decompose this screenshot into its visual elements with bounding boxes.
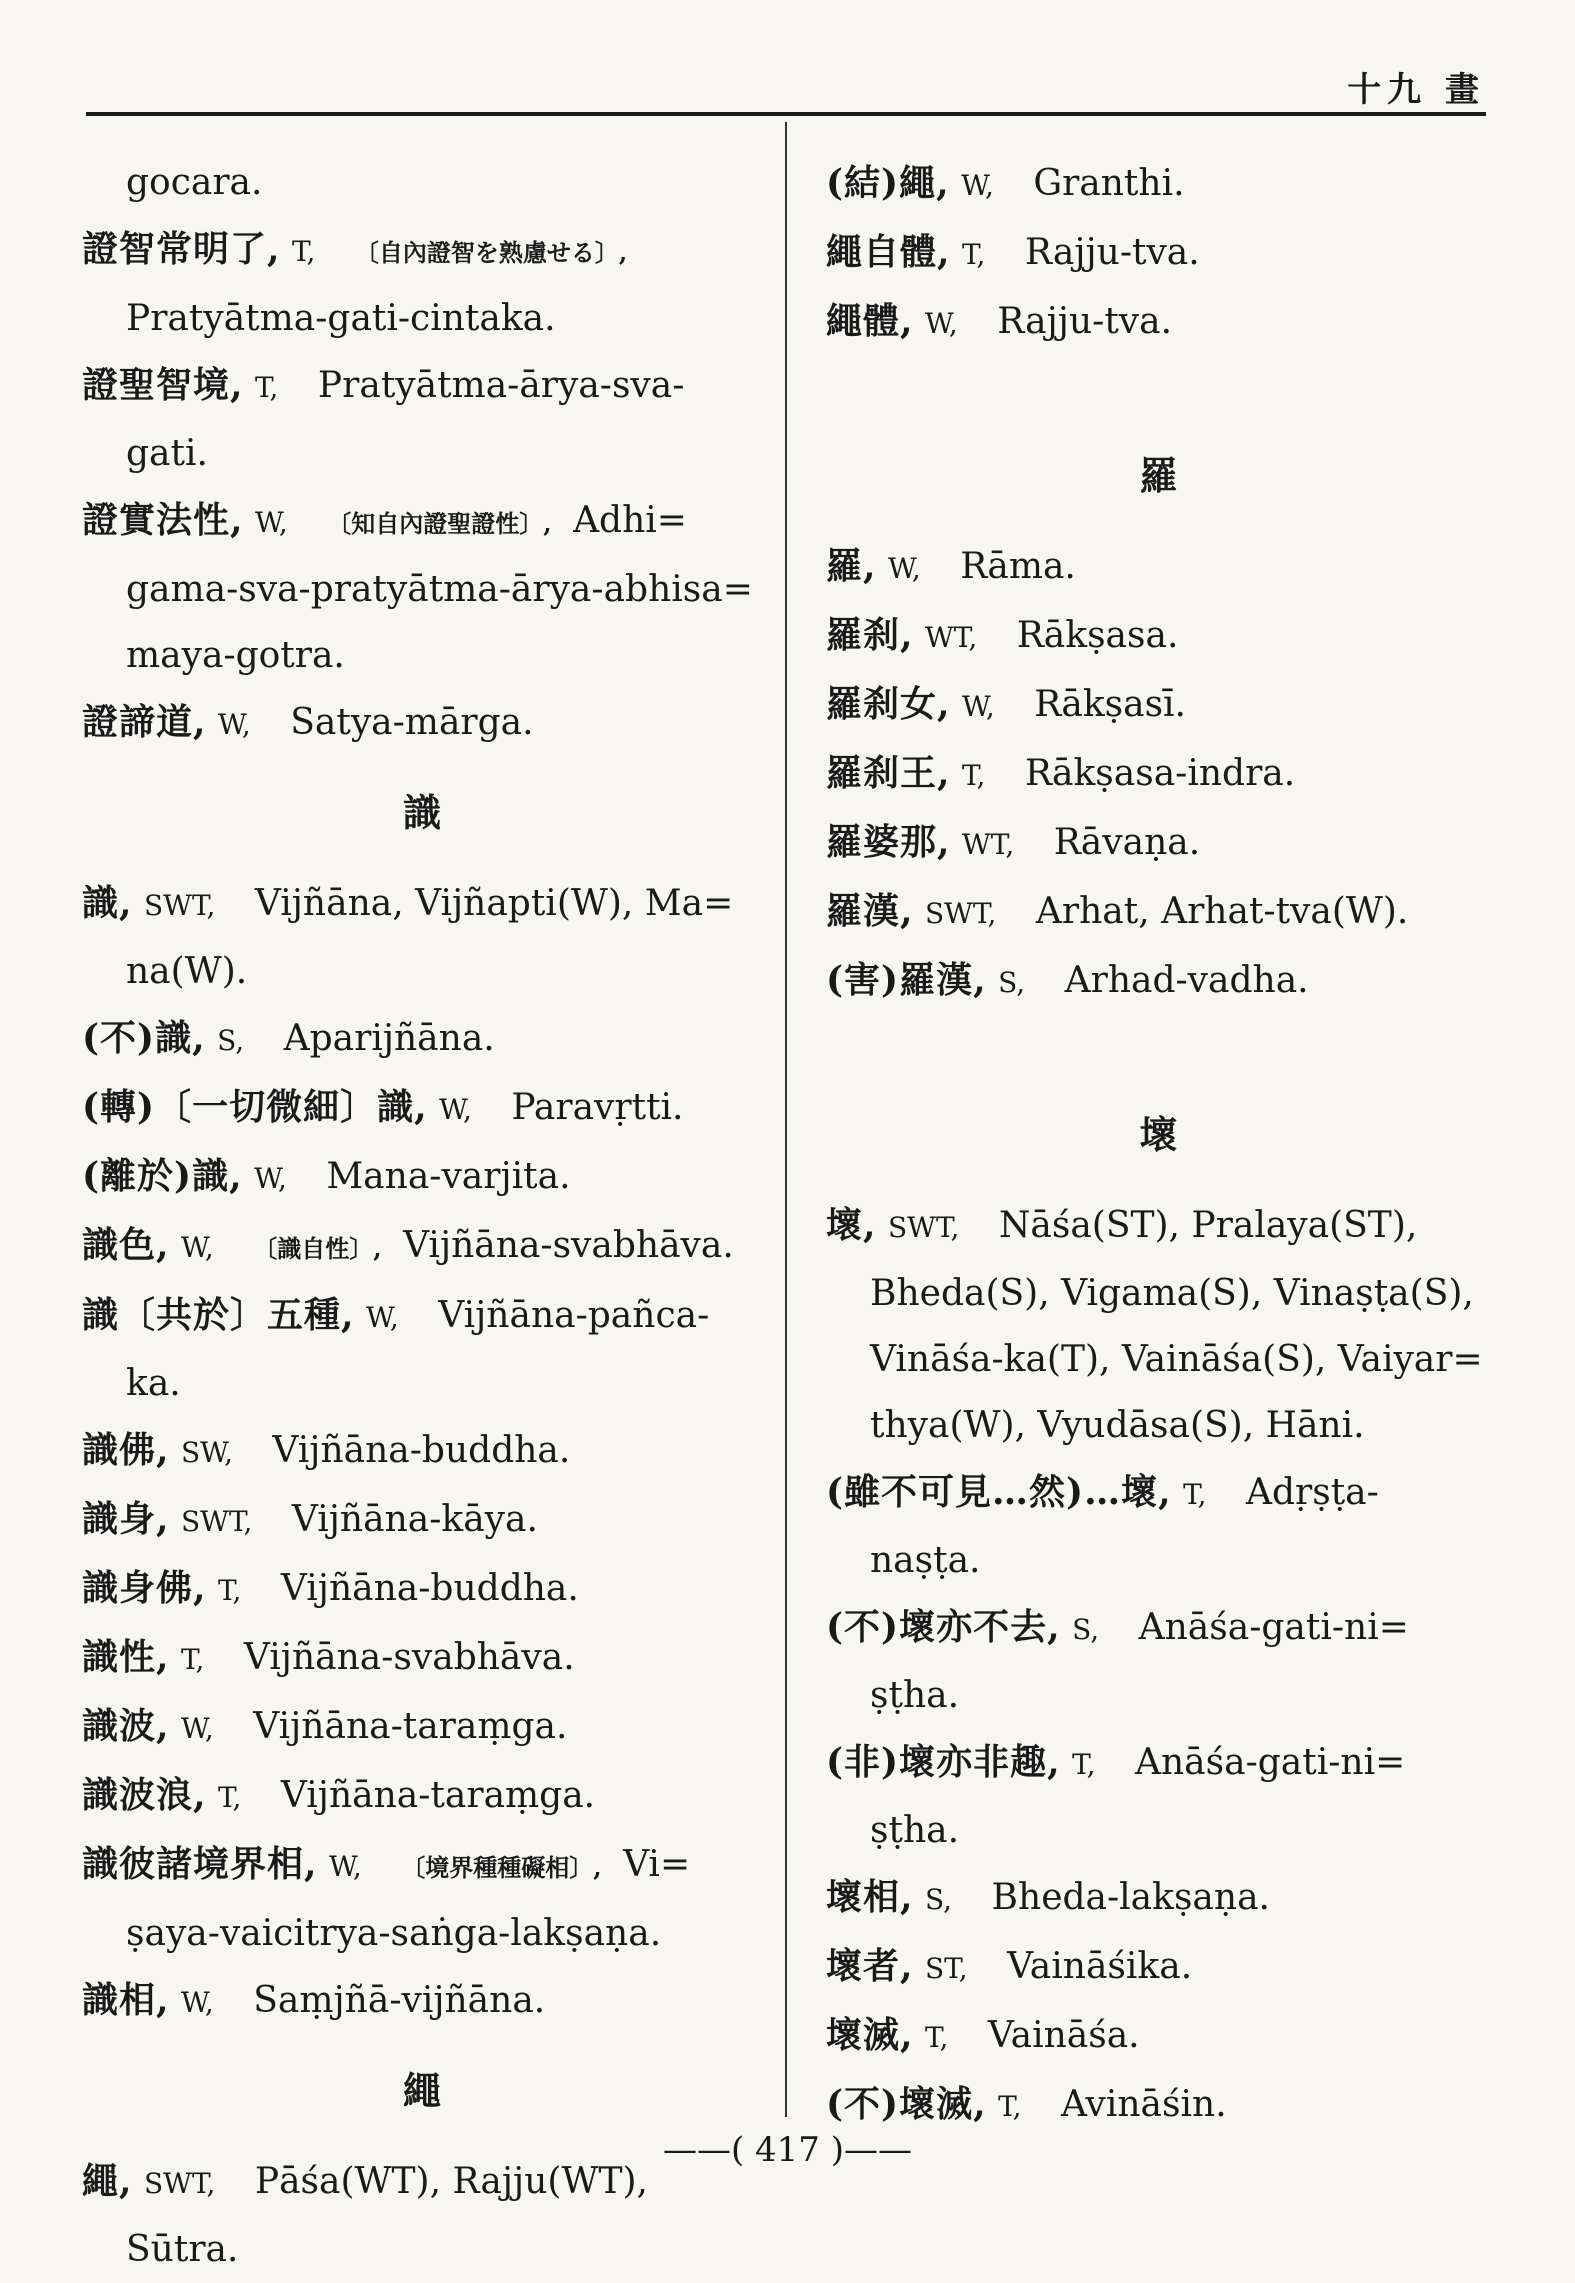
dictionary-entry (82, 1282, 762, 1351)
entry-source: W, (218, 708, 251, 741)
dictionary-entry (826, 671, 1491, 740)
entry-headword: 壞相, (826, 1876, 914, 1918)
entry-headword: 羅刹女, (826, 683, 951, 725)
entry-continuation: ka. (126, 1363, 181, 1404)
entry-headword: (雖不可見…然)…壞, (826, 1471, 1172, 1513)
entry-source: W, (181, 1986, 214, 2019)
entry-continuation: Pratyātma-gati-cintaka. (126, 298, 556, 339)
entry-source: T, (181, 1643, 205, 1676)
entry-headword: 繩, (82, 2160, 133, 2202)
dictionary-entry (82, 1417, 762, 1486)
entry-continuation: ṣṭha. (870, 1675, 960, 1716)
entry-continuation: Vināśa-ka(T), Vaināśa(S), Vaiyar= (870, 1339, 1483, 1380)
entry-source: SWT, (144, 889, 216, 922)
entry-source: T, (255, 371, 279, 404)
entry-note: 〔自內證智を熟慮せる〕, (354, 238, 628, 267)
entry-source: T, (962, 759, 986, 792)
entry-sanskrit: Vijñāna-svabhāva. (243, 1637, 575, 1678)
entry-headword: 證智常明了, (82, 228, 281, 270)
dictionary-entry (82, 1967, 762, 2036)
running-head: 十九 畫 (1347, 70, 1485, 110)
entry-source: WT, (925, 621, 978, 654)
dictionary-entry (826, 1459, 1491, 1528)
entry-headword: 壞者, (826, 1945, 914, 1987)
entry-sanskrit: Vijñāna-svabhāva. (403, 1225, 734, 1266)
entry-note: 〔境界種種礙相〕, (401, 1853, 602, 1882)
entry-sanskrit: Adhi= (573, 500, 687, 541)
entry-headword: 識身佛, (82, 1567, 207, 1609)
entry-headword: 識性, (82, 1636, 170, 1678)
entry-sanskrit: Aparijñāna. (283, 1018, 495, 1059)
dictionary-entry (82, 1074, 762, 1143)
entry-source: SWT, (888, 1211, 960, 1244)
entry-sanskrit: Rajju-tva. (1024, 232, 1200, 273)
entry-headword: (結)繩, (826, 162, 950, 204)
dictionary-entry (82, 1486, 762, 1555)
entry-headword: (離於)識, (82, 1155, 243, 1197)
entry-sanskrit: Vijñāna, Vijñapti(W), Ma= (254, 883, 734, 924)
entry-continuation: na(W). (126, 951, 248, 992)
section-heading: 羅 (1139, 453, 1178, 498)
entry-sanskrit: Rākṣasa. (1016, 615, 1179, 656)
entry-source: T, (218, 1781, 242, 1814)
entry-source: W, (366, 1301, 399, 1334)
dictionary-entry (826, 1933, 1491, 2002)
entry-sanskrit: Vaināśa. (987, 2015, 1140, 2056)
entry-source: WT, (962, 828, 1015, 861)
entry-headword: 羅漢, (826, 890, 914, 932)
dictionary-entry (826, 150, 1491, 219)
dictionary-entry (82, 1762, 762, 1831)
entry-source: S, (925, 1883, 953, 1916)
dictionary-entry (82, 689, 762, 758)
entry-continuation: gama-sva-pratyātma-ārya-abhisa= (126, 569, 753, 610)
dictionary-entry (826, 219, 1491, 288)
entry-sanskrit: Rāvaṇa. (1053, 822, 1201, 863)
entry-source: SWT, (144, 2167, 216, 2200)
entry-source: S, (1072, 1613, 1100, 1646)
entry-headword: 繩體, (826, 300, 914, 342)
entry-headword: 識彼諸境界相, (82, 1843, 318, 1885)
entry-sanskrit: Granthi. (1033, 163, 1185, 204)
entry-note: 〔識自性〕, (253, 1234, 382, 1263)
right-column (826, 150, 1491, 2140)
entry-sanskrit: Pāśa(WT), Rajju(WT), Sūtra. (126, 2161, 648, 2270)
dictionary-entry (826, 1192, 1491, 1261)
entry-continuation: gocara. (126, 162, 263, 203)
dictionary-entry (826, 602, 1491, 671)
dictionary-entry (826, 947, 1491, 1016)
entry-source: ST, (925, 1952, 968, 1985)
entry-sanskrit: Vijñāna-taraṃga. (253, 1706, 568, 1747)
column-divider (785, 122, 787, 2117)
entry-source: S, (217, 1024, 245, 1057)
entry-continuation: gati. (126, 433, 208, 474)
entry-source: T, (292, 235, 316, 268)
dictionary-entry (826, 1864, 1491, 1933)
entry-sanskrit: Rākṣasī. (1034, 684, 1187, 725)
entry-sanskrit: Paravṛtti. (511, 1087, 684, 1128)
entry-sanskrit: Anāśa-gati-ni= (1134, 1742, 1406, 1783)
entry-sanskrit: Rākṣasa-indra. (1024, 753, 1296, 794)
entry-source: W, (925, 307, 958, 340)
entry-sanskrit: Rajju-tva. (997, 301, 1173, 342)
entry-sanskrit: Vijñāna-kāya. (291, 1499, 538, 1540)
entry-sanskrit: Anāśa-gati-ni= (1138, 1607, 1409, 1648)
entry-sanskrit: Vi= (623, 1844, 691, 1885)
entry-sanskrit: Saṃjñā-vijñāna. (253, 1980, 546, 2021)
entry-headword: 羅, (826, 545, 877, 587)
entry-continuation: thya(W), Vyudāsa(S), Hāni. (870, 1405, 1365, 1446)
entry-source: W, (439, 1093, 472, 1126)
entry-headword: (不)壞滅, (826, 2083, 987, 2125)
entry-headword: 證諦道, (82, 701, 207, 743)
section-heading: 壞 (1139, 1112, 1178, 1157)
entry-source: T, (1183, 1478, 1207, 1511)
entry-sanskrit: Arhat, Arhat-tva(W). (1035, 891, 1409, 932)
entry-sanskrit: Vaināśika. (1007, 1946, 1193, 1987)
dictionary-entry (826, 288, 1491, 357)
entry-headword: 識相, (82, 1979, 170, 2021)
entry-sanskrit: Nāśa(ST), Pralaya(ST), (998, 1205, 1418, 1246)
section-gap (826, 357, 1491, 421)
entry-source: T, (998, 2090, 1022, 2123)
dictionary-entry (82, 216, 762, 286)
dictionary-entry (82, 1831, 762, 1901)
entry-source: W, (181, 1712, 214, 1745)
entry-source: SWT, (181, 1505, 253, 1538)
entry-source: SW, (181, 1436, 233, 1469)
section-heading: 繩 (402, 2068, 441, 2113)
dictionary-entry (82, 1693, 762, 1762)
dictionary-entry (826, 740, 1491, 809)
entry-sanskrit: Avināśin. (1060, 2084, 1227, 2125)
entry-headword: 識色, (82, 1224, 170, 1266)
dictionary-entry (82, 487, 762, 557)
dictionary-entry (826, 533, 1491, 602)
dictionary-entry (826, 878, 1491, 947)
entry-headword: 壞, (826, 1204, 877, 1246)
entry-sanskrit: Arhad-vadha. (1064, 960, 1309, 1001)
entry-headword: 羅刹王, (826, 752, 951, 794)
dictionary-entry (826, 2002, 1491, 2071)
dictionary-entry (82, 1624, 762, 1693)
entry-headword: 證聖智境, (82, 364, 244, 406)
entry-headword: 證實法性, (82, 499, 244, 541)
dictionary-entry (82, 1143, 762, 1212)
entry-continuation: ṣaya-vaicitrya-saṅga-lakṣaṇa. (126, 1913, 662, 1954)
page-number: ——( 417 )—— (662, 2130, 913, 2170)
entry-continuation: ṣṭha. (870, 1810, 960, 1851)
dictionary-entry (82, 352, 762, 421)
entry-headword: (不)識, (82, 1017, 206, 1059)
entry-source: W, (888, 552, 921, 585)
entry-sanskrit: Vijñāna-buddha. (272, 1430, 571, 1471)
entry-headword: 識〔共於〕五種, (82, 1294, 355, 1336)
dictionary-entry (82, 1555, 762, 1624)
entry-sanskrit: Satya-mārga. (290, 702, 534, 743)
entry-headword: 羅婆那, (826, 821, 951, 863)
entry-source: T, (1072, 1748, 1096, 1781)
entry-headword: (非)壞亦非趣, (826, 1741, 1061, 1783)
entry-continuation: naṣṭa. (870, 1540, 981, 1581)
entry-source: W, (961, 169, 994, 202)
entry-source: T, (218, 1574, 242, 1607)
entry-continuation: Bheda(S), Vigama(S), Vinaṣṭa(S), (870, 1273, 1474, 1314)
entry-sanskrit: Vijñāna-buddha. (280, 1568, 579, 1609)
entry-sanskrit: Vijñāna-taraṃga. (280, 1775, 596, 1816)
entry-note: 〔知自內證聖證性〕, (327, 509, 552, 538)
dictionary-entry (82, 1005, 762, 1074)
entry-sanskrit: Pratyātma-ārya-sva- (317, 365, 685, 406)
entry-source: W, (254, 1162, 287, 1195)
left-column (82, 150, 762, 2283)
entry-headword: 壞滅, (826, 2014, 914, 2056)
entry-headword: (不)壞亦不去, (826, 1606, 1061, 1648)
entry-source: W, (962, 690, 995, 723)
entry-headword: (害)羅漢, (826, 959, 987, 1001)
entry-headword: 識波浪, (82, 1774, 207, 1816)
entry-headword: 識波, (82, 1705, 170, 1747)
entry-source: W, (329, 1850, 362, 1883)
section-heading: 識 (402, 790, 441, 835)
entry-sanskrit: Mana-varjita. (326, 1156, 571, 1197)
entry-continuation: maya-gotra. (126, 635, 345, 676)
entry-sanskrit: Bheda-lakṣaṇa. (991, 1877, 1270, 1918)
entry-headword: 繩自體, (826, 231, 951, 273)
header-rule (86, 112, 1486, 116)
dictionary-entry (826, 1729, 1491, 1798)
entry-source: S, (998, 966, 1026, 999)
entry-headword: 羅刹, (826, 614, 914, 656)
entry-headword: 識身, (82, 1498, 170, 1540)
entry-headword: (轉)〔一切微細〕識, (82, 1086, 428, 1128)
entry-sanskrit: Adṛṣṭa- (1245, 1472, 1379, 1513)
entry-source: T, (962, 238, 986, 271)
section-gap (826, 1016, 1491, 1080)
entry-source: T, (925, 2021, 949, 2054)
entry-source: W, (255, 506, 288, 539)
entry-source: W, (181, 1231, 214, 1264)
dictionary-entry (82, 870, 762, 939)
dictionary-entry (826, 1594, 1491, 1663)
entry-source: SWT, (925, 897, 997, 930)
dictionary-entry (826, 809, 1491, 878)
entry-headword: 識, (82, 882, 133, 924)
entry-sanskrit: Vijñāna-pañca- (438, 1295, 710, 1336)
entry-sanskrit: Rāma. (960, 546, 1076, 587)
dictionary-entry (82, 1212, 762, 1282)
entry-headword: 識佛, (82, 1429, 170, 1471)
